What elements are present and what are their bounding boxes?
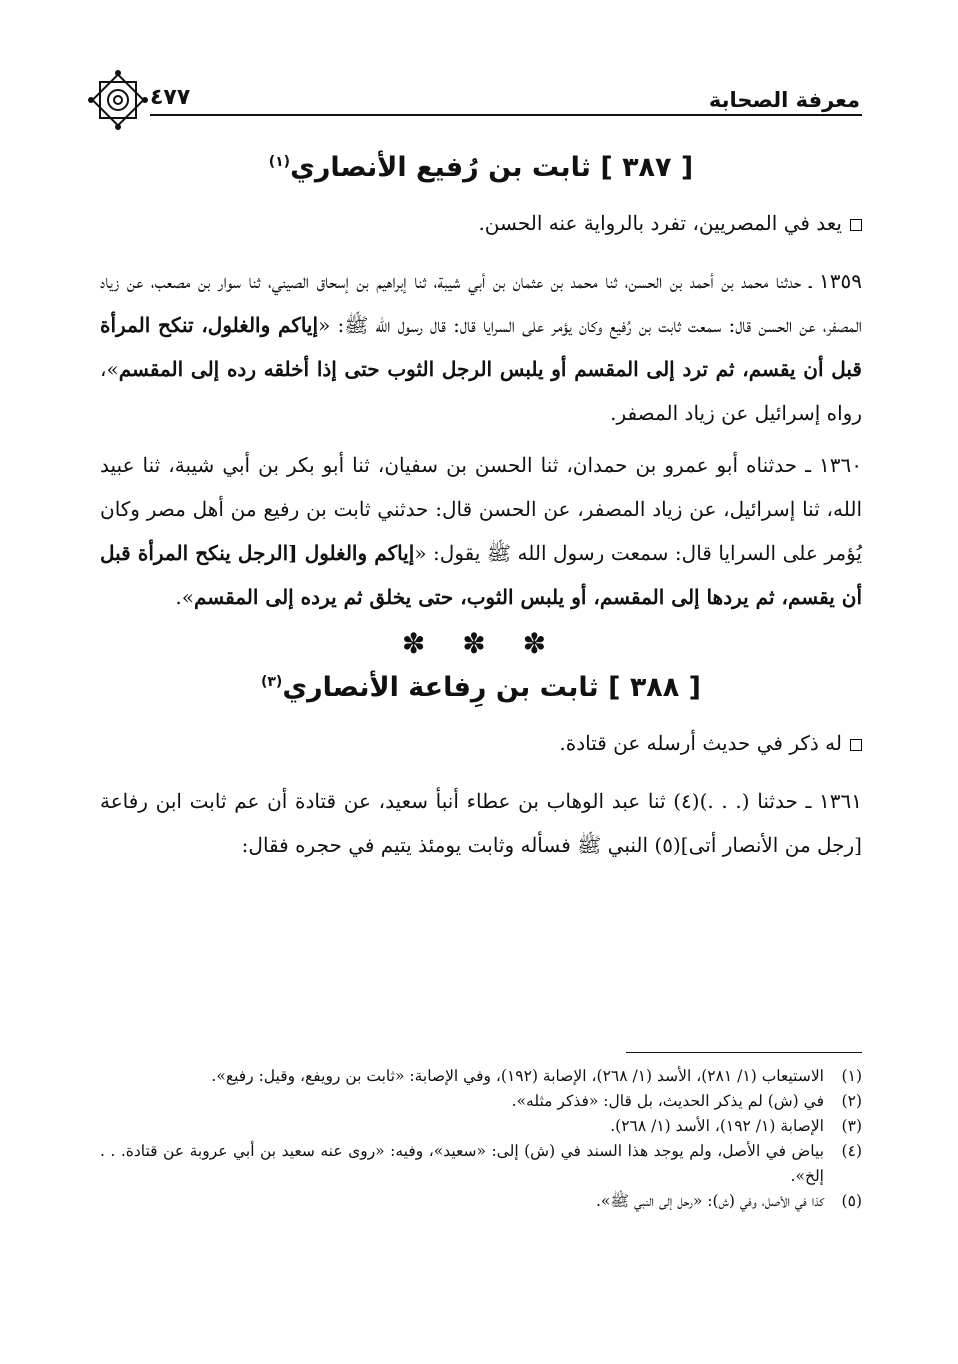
- hadith-paragraph: [100, 779, 862, 867]
- footnote: [100, 1089, 862, 1114]
- footnotes: [100, 1064, 862, 1214]
- page-number: ٤٧٧: [150, 85, 191, 110]
- footnote-text: في (ش) لم يذكر الحديث، بل قال: «فذكر مثله».: [511, 1092, 824, 1110]
- footnote-number: (٣): [841, 1117, 862, 1135]
- square-bullet-icon: [850, 219, 862, 231]
- footnote: [100, 1139, 862, 1189]
- square-bullet-icon: [850, 739, 862, 751]
- hadith-chain: ١٣٦٠ ـ حدثناه أبو عمرو بن حمدان، ثنا الحسن بن سفيان، ثنا أبو بكر بن أبي شيبة، ثنا عبيد الله، ثنا إسرائيل، عن زياد المصفر، عن الحسن قال: حدثني ثابت بن رفيع من أهل مصر وكان يُؤمر على السرايا قال: سمعت رسول الله ﷺ يقول: «: [100, 453, 862, 565]
- footnote-text: بياض في الأصل، ولم يوجد هذا السند في (ش) إلى: «سعيد»، وفيه: «روى عنه سعيد بن أبي عروبة عن قتادة. . . إلخ».: [100, 1142, 824, 1185]
- footnote: [100, 1064, 862, 1089]
- footnote-text: كذا في الأصل، وفي (ش): «رحل إلى النبي ﷺ».: [595, 1192, 824, 1210]
- footnote-text: الإصابة (١/ ١٩٢)، الأسد (١/ ٢٦٨).: [610, 1117, 824, 1135]
- footnote-number: (١): [841, 1067, 862, 1085]
- hadith-text: إياكم والغلول، تنكح المرأة قبل أن يقسم، ثم ترد إلى المقسم أو يلبس الرجل الثوب حتى إذا أخلقه رده إلى المقسم: [100, 313, 862, 381]
- footnote-rule: [626, 1052, 862, 1053]
- entry-intro: [100, 721, 862, 765]
- hadith-paragraph: [100, 443, 862, 619]
- footnote-ref: (١): [268, 154, 291, 170]
- entry-intro-text: يعد في المصريين، تفرد بالرواية عنه الحسن.: [478, 211, 842, 235]
- hadith-paragraph: [100, 259, 862, 435]
- footnote: [100, 1114, 862, 1139]
- hadith-tail: ».: [175, 585, 194, 609]
- footnote-number: (٢): [841, 1092, 862, 1110]
- entry-title-text: [ ٣٨٨ ] ثابت بن رِفاعة الأنصاري: [282, 672, 702, 703]
- footnote-text: الاستيعاب (١/ ٢٨١)، الأسد (١/ ٢٦٨)، الإصابة (١٩٢)، وفي الإصابة: «ثابت بن رويفع، وقيل: رفيع».: [211, 1067, 824, 1085]
- hadith-chain: ١٣٦١ ـ حدثنا (. . .)(٤) ثنا عبد الوهاب بن عطاء أنبأ سعيد، عن قتادة أن عم ثابت ابن رفاعة [رجل من الأنصار أتى](٥) النبي ﷺ فسأله وثابت يومئذ يتيم في حجره فقال:: [100, 789, 862, 857]
- entry-title: [100, 152, 862, 183]
- entry-intro: [100, 201, 862, 245]
- entry-title: [100, 672, 862, 703]
- entry-intro-text: له ذكر في حديث أرسله عن قتادة.: [559, 731, 842, 755]
- header-rule: [150, 114, 862, 116]
- ornament-icon: [86, 68, 150, 132]
- book-title: معرفة الصحابة: [708, 88, 860, 112]
- footnote: [100, 1189, 862, 1214]
- hadith-chain: ١٣٥٩ ـ حدثنا محمد بن أحمد بن الحسن، ثنا محمد بن عثمان بن أبي شيبة، ثنا إبراهيم بن إسحاق الصيني، ثنا سوار بن مصعب، عن زياد المصفر، عن الحسن قال: سمعت ثابت بن رُفيع وكان يؤمر على السرايا قال: قال رسول الله ﷺ: «: [100, 269, 862, 337]
- footnote-number: (٤): [841, 1142, 862, 1160]
- running-head: [90, 72, 860, 112]
- footnote-number: (٥): [841, 1192, 862, 1210]
- section-separator: ✽ ✽ ✽: [401, 627, 561, 660]
- main-text: [100, 140, 862, 875]
- entry-title-text: [ ٣٨٧ ] ثابت بن رُفيع الأنصاري: [290, 152, 694, 183]
- footnote-ref: (٣): [260, 674, 283, 690]
- hadith-text: إياكم والغلول [الرجل ينكح المرأة قبل أن يقسم، ثم يردها إلى المقسم، أو يلبس الثوب، حتى يخلق ثم يرده إلى المقسم: [100, 541, 862, 609]
- hadith-tail: »، رواه إسرائيل عن زياد المصفر.: [100, 357, 862, 425]
